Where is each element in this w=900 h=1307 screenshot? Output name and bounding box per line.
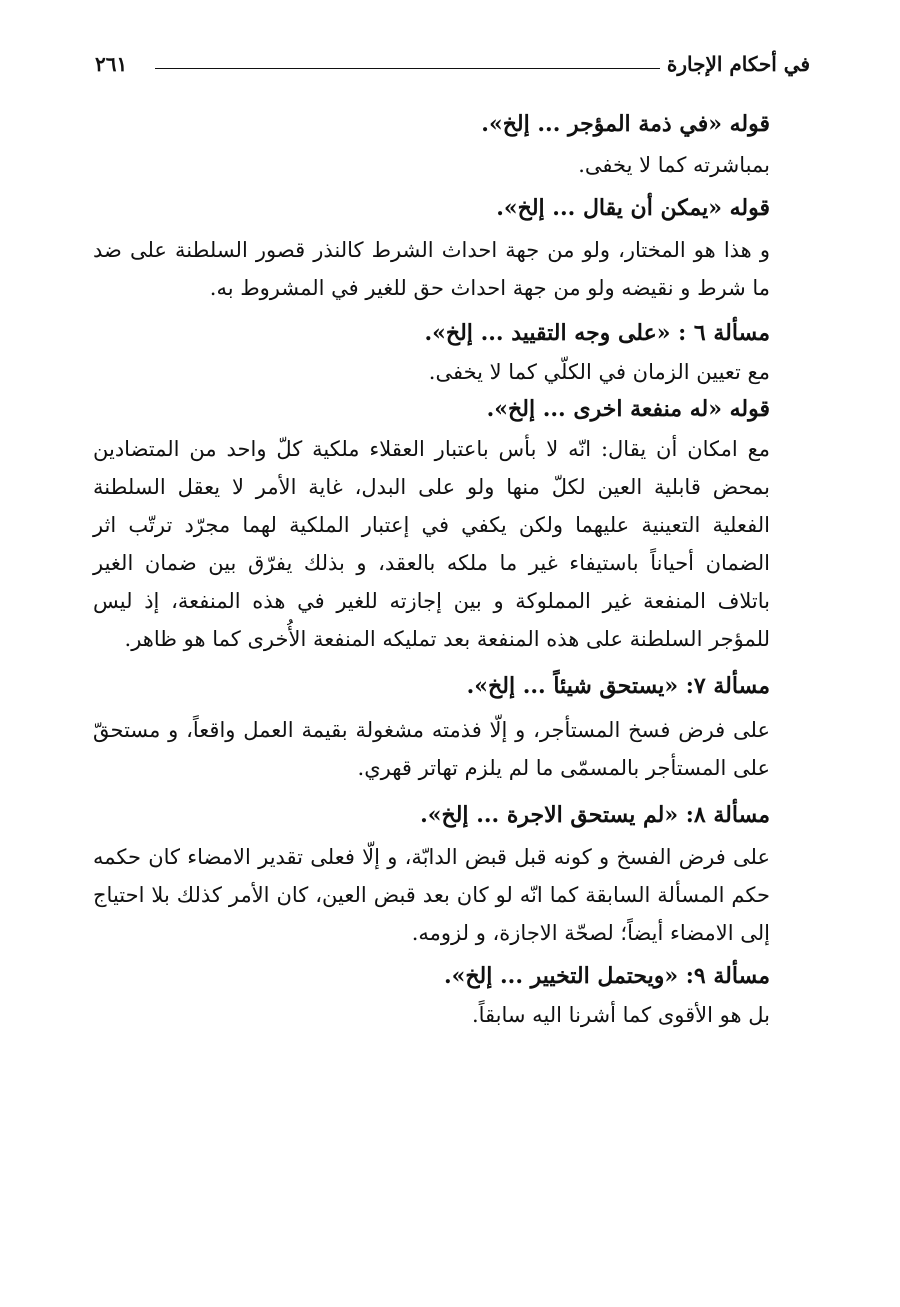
section-heading: قوله «له منفعة اخرى ... إلخ».: [486, 396, 770, 422]
body-line: بمباشرته كما لا يخفى.: [578, 153, 770, 177]
page-number: ٢٦١: [95, 52, 128, 76]
section-heading: مسألة ٧: «يستحق شيئاً ... إلخ».: [466, 673, 770, 699]
body-line: بل هو الأقوى كما أشرنا اليه سابقاً.: [471, 1003, 770, 1027]
paragraph: على فرض الفسخ و كونه قبل قبض الدابّة، و إلّا فعلى تقدير الامضاء كان حكمه حكم المسألة السابقة كما انّه لو كان بعد قبض العين، كان الأمر كذلك بلا احتياج إلى الامضاء أيضاً؛ لصحّة الاجازة، و لزومه.: [93, 845, 770, 945]
section-heading: مسألة ٦ : «على وجه التقييد ... إلخ».: [424, 320, 770, 346]
header-title: في أحكام الإجارة: [666, 52, 810, 76]
section-heading: قوله «في ذمة المؤجر ... إلخ».: [481, 111, 770, 137]
paragraph: مع امكان أن يقال: انّه لا بأس باعتبار العقلاء ملكية كلّ واحد من المتضادين بمحض قابلية العين لكلّ منها ولو على البدل، غاية الأمر لا يعقل السلطنة الفعلية التعينية عليهما ولكن يكفي في إعتبار الملكية لهما مجرّد ترتّب اثر الضمان أحياناً باستيفاء غير ما ملكه بالعقد، و بذلك يفرّق بين ضمان الغير باتلاف المنفعة غير المملوكة و بين إجازته للغير في هذه المنفعة، إذ ليس للمؤجر السلطنة على هذه المنفعة بعد تمليكه المنفعة الأُخرى كما هو ظاهر.: [93, 437, 770, 651]
running-header: [95, 52, 810, 92]
body-line: مع تعيين الزمان في الكلّي كما لا يخفى.: [428, 360, 770, 384]
section-heading: قوله «يمكن أن يقال ... إلخ».: [496, 195, 770, 221]
header-rule: [155, 68, 660, 69]
paragraph: و هذا هو المختار، ولو من جهة احداث الشرط كالنذر قصور السلطنة على ضد ما شرط و نقيضه ولو من جهة احداث حق للغير في المشروط به.: [93, 238, 770, 300]
page-content: [93, 104, 808, 1030]
section-heading: مسألة ٩: «ويحتمل التخيير ... إلخ».: [443, 963, 770, 989]
section-heading: مسألة ٨: «لم يستحق الاجرة ... إلخ».: [420, 802, 770, 828]
paragraph: على فرض فسخ المستأجر، و إلّا فذمته مشغولة بقيمة العمل واقعاً، و مستحقّ على المستأجر بالمسمّى ما لم يلزم تهاتر قهري.: [93, 718, 770, 780]
